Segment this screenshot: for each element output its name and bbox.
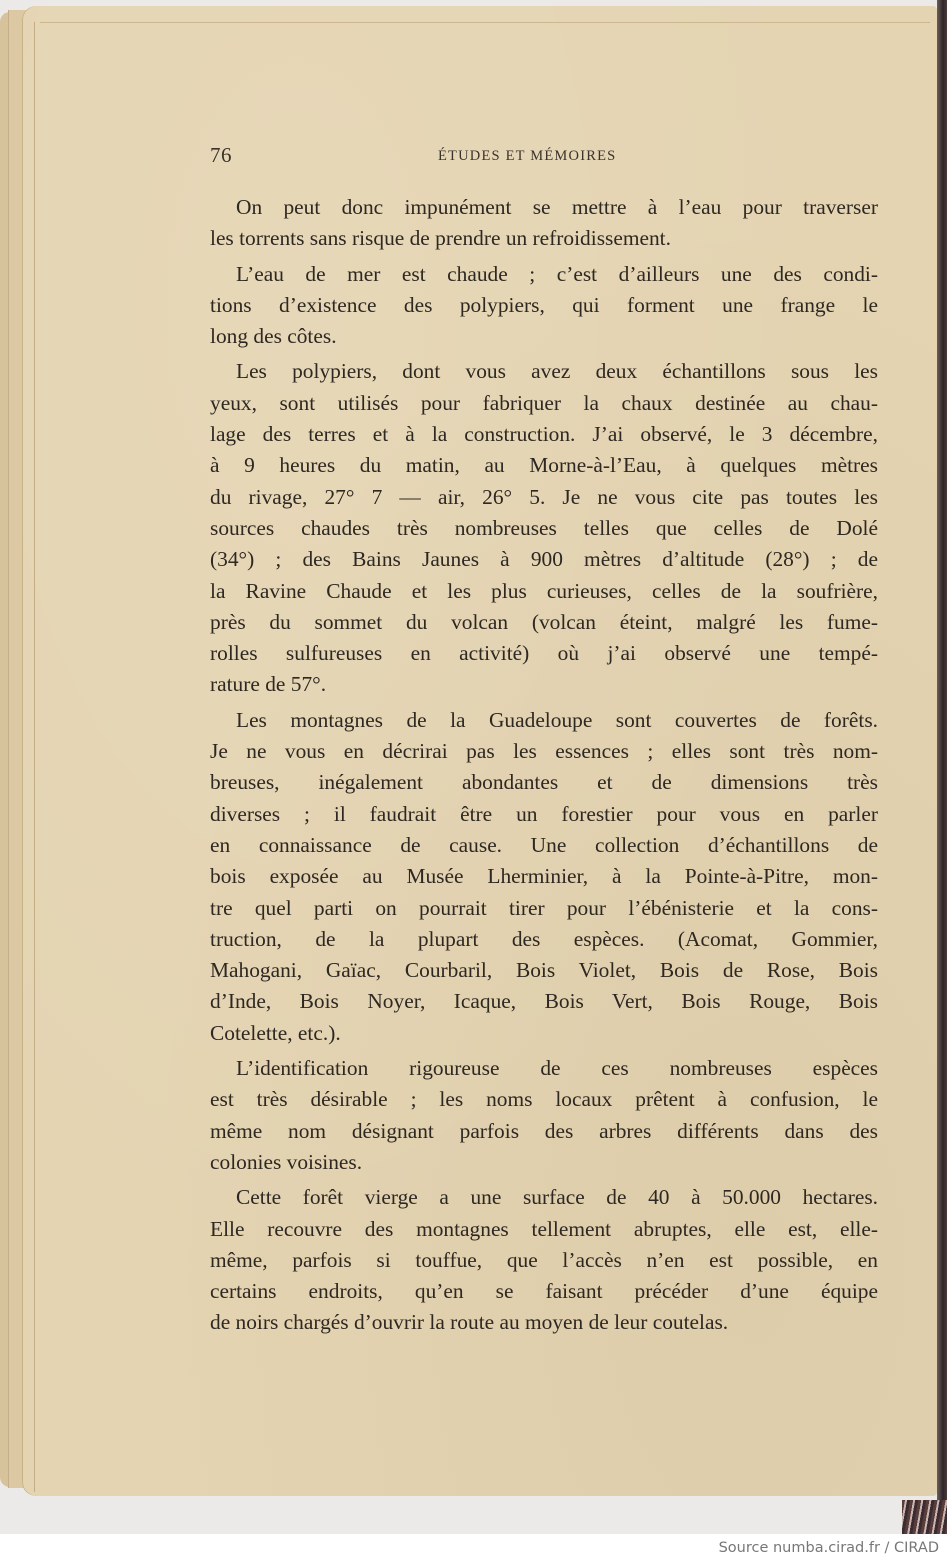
text-line: même, parfois si touffue, que l’accès n’en est possible, en: [210, 1247, 878, 1272]
paragraph: [210, 356, 878, 700]
text-line: certains endroits, qu’en se faisant précéder d’une équipe: [210, 1279, 878, 1304]
paragraph: [210, 259, 878, 353]
text-line: près du sommet du volcan (volcan éteint, malgré les fume-: [210, 609, 878, 634]
text-line: lage des terres et à la construction. J’ai observé, le 3 décembre,: [210, 422, 878, 447]
text-line: (34°) ; des Bains Jaunes à 900 mètres d’altitude (28°) ; de: [210, 547, 878, 572]
text-line: à 9 heures du matin, au Morne-à-l’Eau, à quelques mètres: [210, 453, 878, 478]
page-fold-line: [34, 22, 35, 1492]
running-head: [210, 143, 890, 171]
text-line: tre quel parti on pourrait tirer pour l’ébénisterie et la cons-: [210, 895, 878, 920]
text-line: yeux, sont utilisés pour fabriquer la chaux destinée au chau-: [210, 390, 878, 415]
text-line: d’Inde, Bois Noyer, Icaque, Bois Vert, Bois Rouge, Bois: [210, 989, 878, 1014]
text-line: en connaissance de cause. Une collection d’échantillons de: [210, 832, 878, 857]
text-line: L’identification rigoureuse de ces nombreuses espèces: [236, 1056, 878, 1081]
text-line: diverses ; il faudrait être un forestier pour vous en parler: [210, 801, 878, 826]
text-line: de noirs chargés d’ouvrir la route au moyen de leur coutelas.: [210, 1310, 729, 1335]
text-line: sources chaudes très nombreuses telles que celles de Dolé: [210, 515, 878, 540]
text-line: Les polypiers, dont vous avez deux échantillons sous les: [236, 359, 878, 384]
text-line: Les montagnes de la Guadeloupe sont couvertes de forêts.: [236, 707, 878, 732]
book-binding-corner: [902, 1500, 947, 1534]
text-line: rolles sulfureuses en activité) où j’ai observé une tempé-: [210, 641, 878, 666]
book-binding-edge: [937, 0, 947, 1534]
text-line: long des côtes.: [210, 324, 337, 349]
text-line: les torrents sans risque de prendre un refroidissement.: [210, 226, 671, 251]
text-line: la Ravine Chaude et les plus curieuses, celles de la soufrière,: [210, 578, 878, 603]
text-line: Cette forêt vierge a une surface de 40 à 50.000 hectares.: [236, 1185, 878, 1210]
page-top-edge: [40, 22, 930, 23]
text-line: Je ne vous en décrirai pas les essences ; elles sont très nom-: [210, 739, 878, 764]
text-line: du rivage, 27° 7 — air, 26° 5. Je ne vous cite pas toutes les: [210, 484, 878, 509]
text-line: L’eau de mer est chaude ; c’est d’ailleurs une des condi-: [236, 261, 878, 286]
text-line: On peut donc impunément se mettre à l’eau pour traverser: [236, 195, 878, 219]
text-line: breuses, inégalement abondantes et de dimensions très: [210, 770, 878, 795]
text-line: truction, de la plupart des espèces. (Acomat, Gommier,: [210, 926, 878, 951]
source-caption: Source numba.cirad.fr / CIRAD: [718, 1540, 939, 1556]
text-line: même nom désignant parfois des arbres différents dans des: [210, 1118, 878, 1143]
running-title: ÉTUDES ET MÉMOIRES: [438, 148, 617, 164]
paragraph: [210, 1053, 878, 1178]
body-text: [210, 192, 878, 1343]
paragraph: [210, 1182, 878, 1338]
text-line: bois exposée au Musée Lherminier, à la Pointe-à-Pitre, mon-: [210, 864, 878, 889]
paragraph: [210, 192, 878, 255]
text-line: colonies voisines.: [210, 1149, 363, 1174]
text-line: rature de 57°.: [210, 672, 327, 697]
text-line: Cotelette, etc.).: [210, 1020, 341, 1045]
paragraph: [210, 705, 878, 1049]
text-line: est très désirable ; les noms locaux prêtent à confusion, le: [210, 1087, 878, 1112]
page-number: 76: [210, 143, 232, 167]
text-line: Mahogani, Gaïac, Courbaril, Bois Violet, Bois de Rose, Bois: [210, 958, 878, 983]
text-line: Elle recouvre des montagnes tellement abruptes, elle est, elle-: [210, 1216, 878, 1241]
text-line: tions d’existence des polypiers, qui forment une frange le: [210, 292, 878, 317]
